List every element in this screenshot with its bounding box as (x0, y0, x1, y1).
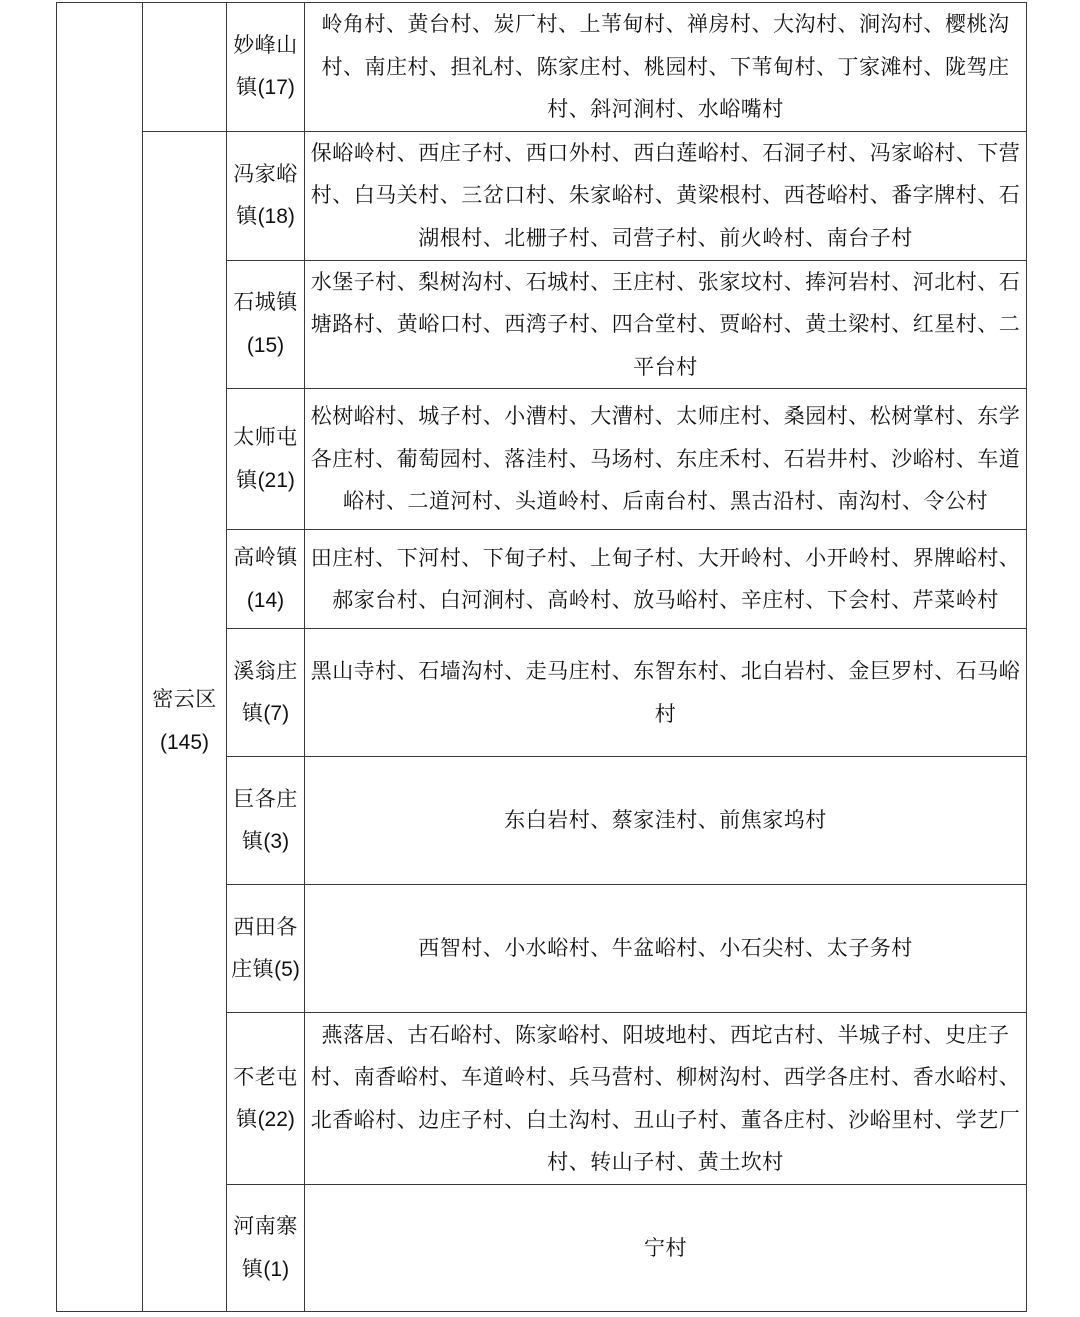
villages-cell: 田庄村、下河村、下甸子村、上甸子村、大开岭村、小开岭村、界牌峪村、郝家台村、白河涧村、高岭村、放马峪村、辛庄村、下会村、芹菜岭村 (305, 530, 1027, 629)
town-name: 太师屯镇 (233, 425, 298, 492)
table-row (57, 3, 1027, 132)
town-count: (18) (257, 205, 295, 228)
town-cell (227, 1013, 305, 1185)
town-count: (17) (257, 76, 295, 100)
town-cell (227, 260, 305, 389)
town-name: 河南寨镇 (233, 1214, 298, 1281)
town-count: (1) (263, 1257, 290, 1281)
town-count: (5) (274, 958, 300, 981)
villages-cell: 松树峪村、城子村、小漕村、大漕村、太师庄村、桑园村、松树掌村、东学各庄村、葡萄园村、落洼村、马场村、东庄禾村、石岩井村、沙峪村、车道峪村、二道河村、头道岭村、后南台村、黑古沿村、南沟村、令公村 (305, 389, 1027, 530)
village-list-table (56, 2, 1027, 1312)
town-name: 溪翁庄镇 (233, 658, 298, 725)
town-name: 妙峰山镇 (233, 32, 298, 100)
previous-district-cell (143, 3, 227, 132)
villages-cell: 保峪岭村、西庄子村、西口外村、西白莲峪村、石洞子村、冯家峪村、下营村、白马关村、三岔口村、朱家峪村、黄梁根村、西苍峪村、番字牌村、石湖根村、北栅子村、司营子村、前火岭村、南台子村 (305, 131, 1027, 260)
villages-cell: 燕落居、古石峪村、陈家峪村、阳坡地村、西坨古村、半城子村、史庄子村、南香峪村、车道岭村、兵马营村、柳树沟村、西学各庄村、香水峪村、北香峪村、边庄子村、白土沟村、丑山子村、董各庄村、沙峪里村、学艺厂村、转山子村、黄土坎村 (305, 1013, 1027, 1185)
blank-first-column-cell (57, 3, 143, 1312)
villages-cell: 宁村 (305, 1185, 1027, 1312)
town-count: (3) (263, 830, 290, 853)
town-cell (227, 885, 305, 1013)
town-name: 西田各庄镇 (231, 914, 298, 981)
town-count: (15) (246, 333, 285, 357)
town-cell (227, 389, 305, 530)
villages-cell: 岭角村、黄台村、炭厂村、上苇甸村、禅房村、大沟村、涧沟村、樱桃沟村、南庄村、担礼村、陈家庄村、桃园村、下苇甸村、丁家滩村、陇驾庄村、斜河涧村、水峪嘴村 (305, 3, 1027, 132)
villages-cell: 水堡子村、梨树沟村、石城村、王庄村、张家坟村、捧河岩村、河北村、石塘路村、黄峪口村、西湾子村、四合堂村、贾峪村、黄土梁村、红星村、二平台村 (305, 260, 1027, 389)
town-name: 高岭镇 (233, 545, 298, 569)
district-cell (143, 131, 227, 1312)
town-cell (227, 131, 305, 260)
town-cell (227, 1185, 305, 1312)
town-name: 不老屯镇 (233, 1064, 298, 1131)
town-name: 巨各庄镇 (233, 786, 298, 853)
town-name: 石城镇 (233, 290, 298, 315)
district-name: 密云区 (152, 687, 217, 712)
town-cell (227, 757, 305, 885)
town-cell (227, 530, 305, 629)
villages-cell: 西智村、小水峪村、牛盆峪村、小石尖村、太子务村 (305, 885, 1027, 1013)
town-cell (227, 629, 305, 757)
district-count: (145) (159, 730, 210, 754)
villages-cell: 黑山寺村、石墙沟村、走马庄村、东智东村、北白岩村、金巨罗村、石马峪村 (305, 629, 1027, 757)
villages-cell: 东白岩村、蔡家洼村、前焦家坞村 (305, 757, 1027, 885)
town-cell (227, 3, 305, 132)
town-count: (14) (246, 588, 285, 612)
town-name: 冯家峪镇 (233, 161, 298, 228)
table-row (57, 131, 1027, 260)
town-count: (21) (257, 468, 295, 492)
town-count: (7) (263, 702, 290, 725)
town-count: (22) (257, 1108, 295, 1131)
